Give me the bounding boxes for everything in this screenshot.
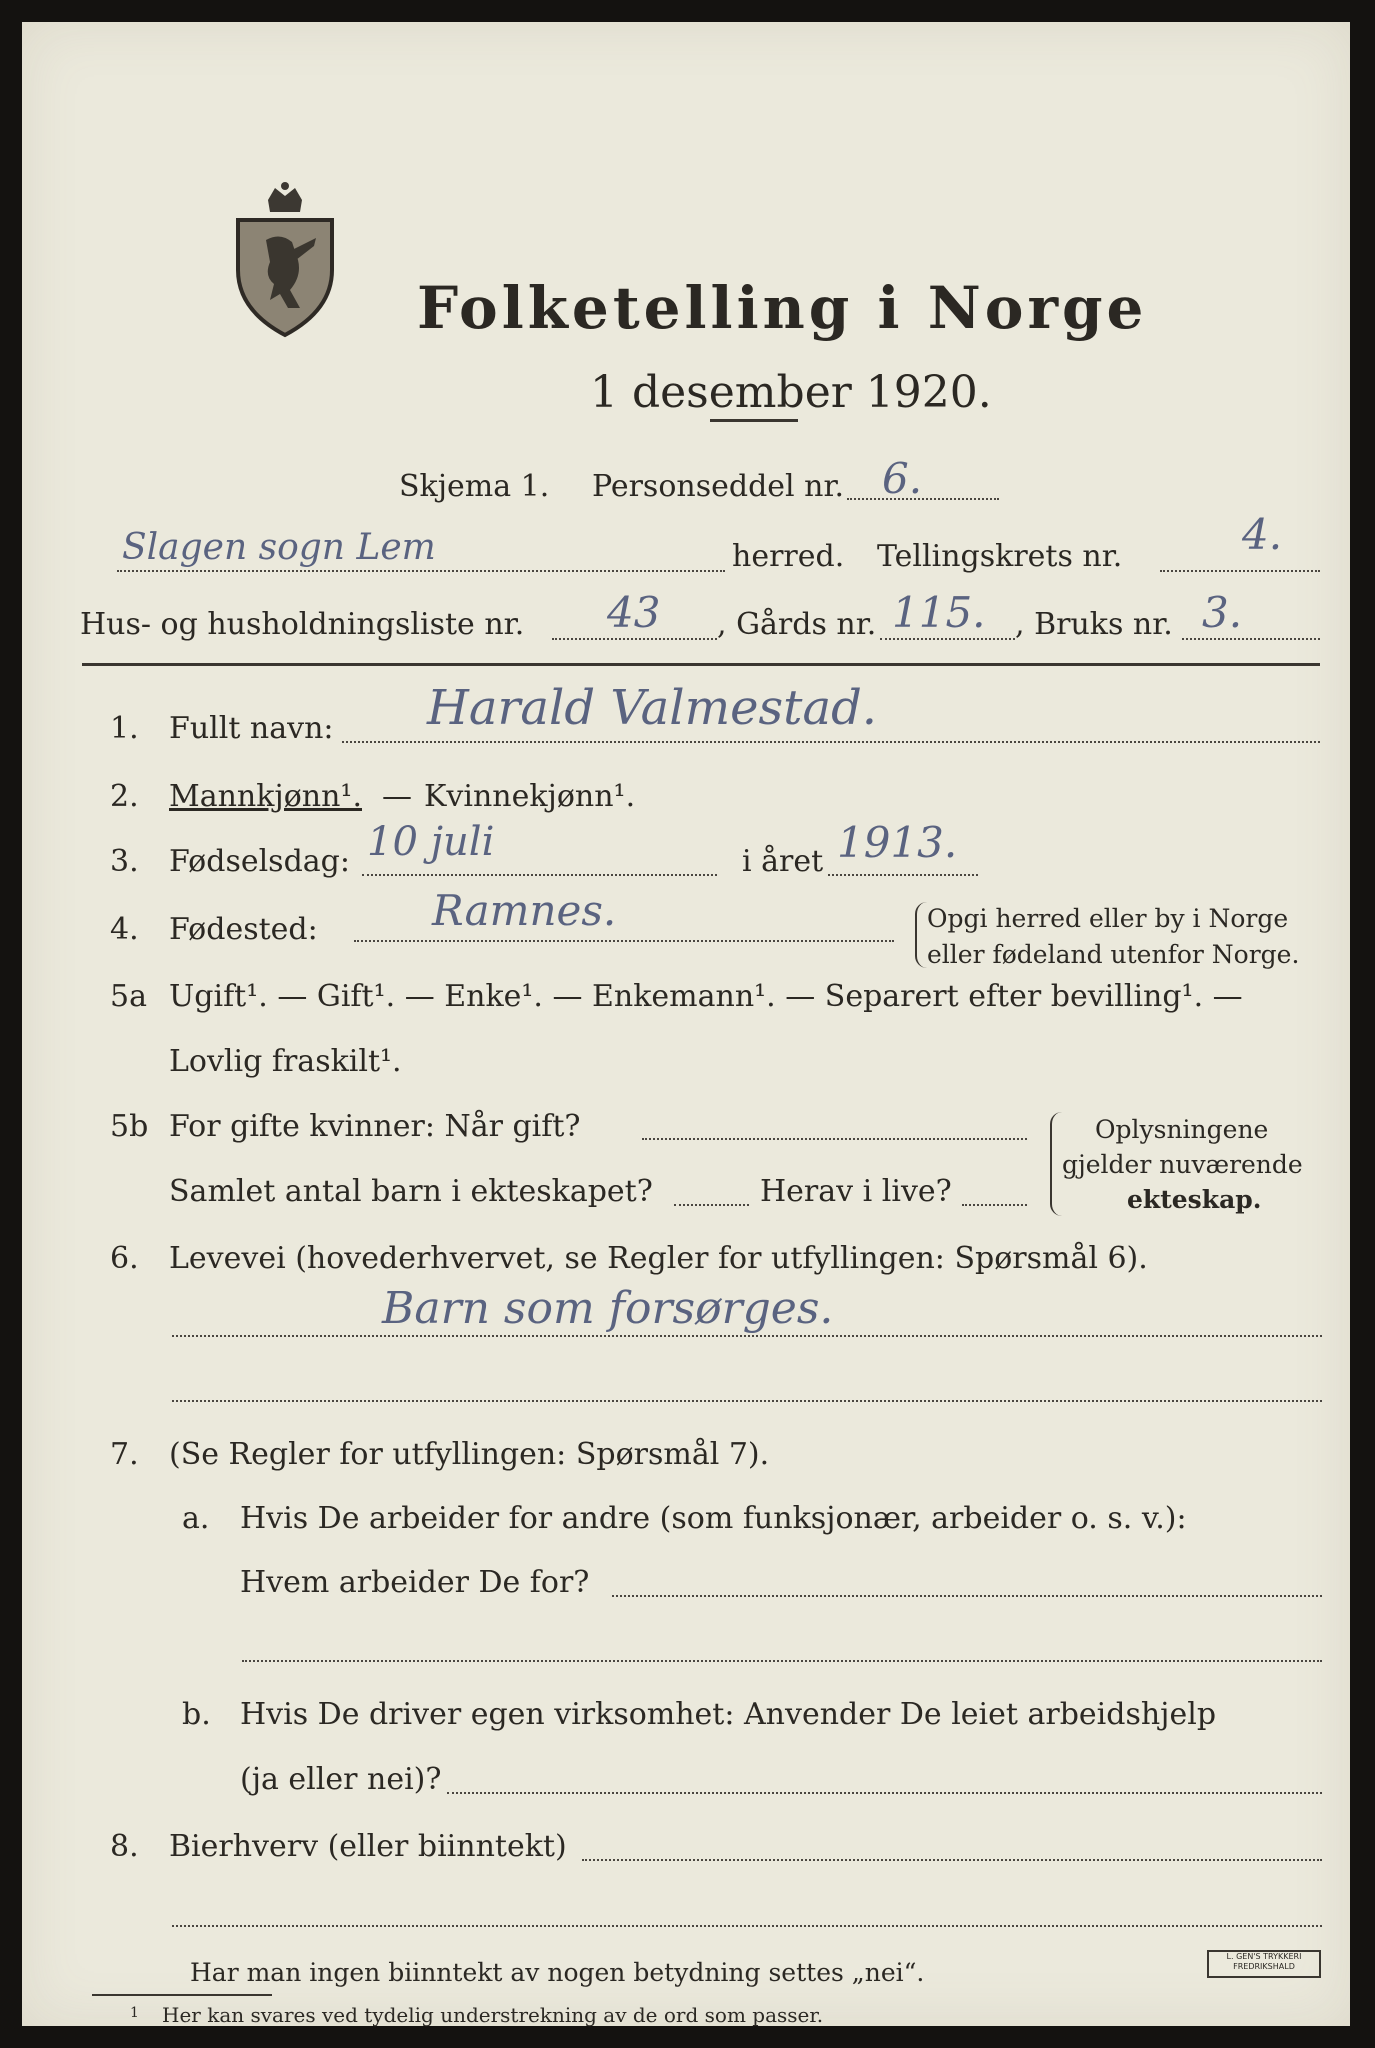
q4-note-line2: eller fødeland utenfor Norge. xyxy=(927,940,1300,969)
title-divider xyxy=(710,419,798,422)
q7a-line2-dots xyxy=(612,1595,1322,1597)
hus-label: Hus- og husholdningsliste nr. xyxy=(80,607,525,642)
q6-label: Levevei (hovederhvervet, se Regler for utfyllingen: Spørsmål 6). xyxy=(169,1241,1148,1276)
q8-number: 8. xyxy=(110,1829,139,1864)
footnote-mark: 1 xyxy=(130,2005,139,2021)
personseddel-value: 6. xyxy=(882,454,923,503)
q4-value: Ramnes. xyxy=(432,886,617,935)
q1-line xyxy=(342,741,1320,743)
q3-year-line xyxy=(828,874,978,876)
herred-line xyxy=(117,570,725,572)
q7b-line1: Hvis De driver egen virksomhet: Anvender De leiet arbeidshjelp xyxy=(240,1697,1217,1732)
census-form-page xyxy=(22,22,1350,2026)
q2-mann: Mannkjønn¹. xyxy=(169,779,362,814)
q6-value: Barn som forsørges. xyxy=(382,1283,834,1334)
q7a-line2: Hvem arbeider De for? xyxy=(240,1565,590,1600)
q1-number: 1. xyxy=(110,711,139,746)
herred-value: Slagen sogn Lem xyxy=(122,527,436,568)
bruks-line xyxy=(1182,638,1320,640)
q5b-line1-dots xyxy=(642,1138,1027,1140)
q3-line xyxy=(362,874,717,876)
form-title: Folketelling i Norge xyxy=(417,274,1148,342)
personseddel-line xyxy=(847,498,999,500)
herred-label: herred. xyxy=(732,539,845,574)
q7b-line2-dots xyxy=(447,1792,1322,1794)
q5b-note-line1: Oplysningene xyxy=(1095,1115,1269,1144)
q6-line2 xyxy=(172,1400,1322,1402)
q7b-line2: (ja eller nei)? xyxy=(240,1762,442,1797)
q7-label: (Se Regler for utfyllingen: Spørsmål 7). xyxy=(169,1437,770,1472)
q4-number: 4. xyxy=(110,912,139,947)
q5b-note-line2: gjelder nuværende xyxy=(1062,1150,1303,1179)
census-date: 1 desember 1920. xyxy=(590,367,992,418)
q3-year-value: 1913. xyxy=(837,818,958,867)
q7a-line3-dots xyxy=(242,1660,1322,1662)
header-divider xyxy=(82,663,1320,666)
schema-label: Skjema 1. xyxy=(399,469,550,504)
gards-value: 115. xyxy=(892,588,986,637)
q5b-line2a-dots xyxy=(674,1204,749,1206)
bruks-value: 3. xyxy=(1202,588,1243,637)
tellingskrets-value: 4. xyxy=(1242,510,1283,559)
bruks-label: , Bruks nr. xyxy=(1015,607,1173,642)
tellingskrets-line xyxy=(1160,570,1320,572)
q3-value: 10 juli xyxy=(367,819,495,865)
q5b-line1: For gifte kvinner: Når gift? xyxy=(169,1109,581,1144)
q5b-line2b: Herav i live? xyxy=(760,1174,952,1209)
q3-label: Fødselsdag: xyxy=(169,844,350,879)
q1-value: Harald Valmestad. xyxy=(427,680,878,736)
personseddel-label: Personseddel nr. xyxy=(592,469,845,504)
q4-label: Fødested: xyxy=(169,912,318,947)
q5b-number: 5b xyxy=(110,1109,149,1144)
q5a-number: 5a xyxy=(110,979,147,1014)
q7b-letter: b. xyxy=(182,1697,211,1732)
q8-note: Har man ingen biinntekt av nogen betydning settes „nei“. xyxy=(190,1958,925,1987)
q7a-letter: a. xyxy=(182,1501,210,1536)
q5a-line2: Lovlig fraskilt¹. xyxy=(169,1044,402,1079)
q5b-line2a: Samlet antal barn i ekteskapet? xyxy=(169,1174,653,1209)
q4-note-brace xyxy=(915,902,927,968)
q8-label: Bierhverv (eller biinntekt) xyxy=(169,1829,567,1864)
q2-separator: — xyxy=(382,779,412,814)
gards-line xyxy=(880,638,1015,640)
footnote-text: Her kan svares ved tydelig understrekning av de ord som passer. xyxy=(162,2003,824,2027)
q2-kvinne: Kvinnekjønn¹. xyxy=(424,779,636,814)
q5b-note-brace xyxy=(1050,1112,1062,1216)
q4-line xyxy=(354,940,894,942)
q6-line1 xyxy=(172,1335,1322,1337)
q5a-line1: Ugift¹. — Gift¹. — Enke¹. — Enkemann¹. — Separert efter bevilling¹. — xyxy=(169,979,1243,1014)
q5b-note-line3: ekteskap. xyxy=(1127,1185,1262,1214)
q8-line2 xyxy=(172,1925,1322,1927)
q2-number: 2. xyxy=(110,779,139,814)
q5b-line2b-dots xyxy=(962,1204,1027,1206)
footnote-divider xyxy=(92,1994,272,1996)
q7-number: 7. xyxy=(110,1437,139,1472)
q7a-line1: Hvis De arbeider for andre (som funksjonær, arbeider o. s. v.): xyxy=(240,1501,1187,1536)
hus-value: 43 xyxy=(607,588,661,637)
q6-number: 6. xyxy=(110,1241,139,1276)
norway-coat-of-arms-icon xyxy=(230,180,340,340)
q4-note-line1: Opgi herred eller by i Norge xyxy=(927,904,1289,933)
q3-year-label: i året xyxy=(742,844,824,879)
q3-number: 3. xyxy=(110,844,139,879)
printer-stamp: L. GEN'S TRYKKERI FREDRIKSHALD xyxy=(1207,1950,1321,1978)
gards-label: , Gårds nr. xyxy=(717,607,877,642)
q1-label: Fullt navn: xyxy=(169,711,334,746)
q8-line1 xyxy=(582,1859,1322,1861)
hus-line xyxy=(552,638,717,640)
tellingskrets-label: Tellingskrets nr. xyxy=(877,539,1123,574)
